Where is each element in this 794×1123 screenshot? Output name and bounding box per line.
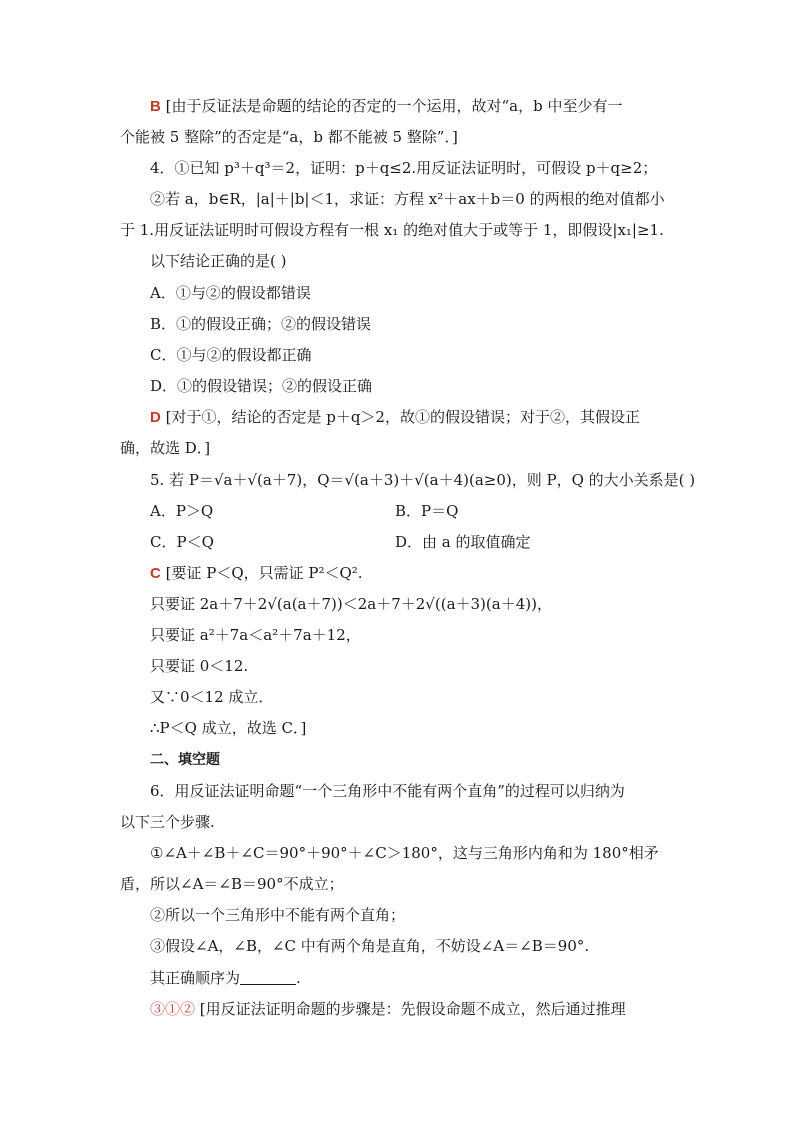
line-text: 又∵0＜12 成立． [150,688,274,706]
line-text: 只要证 2a＋7＋2√(a(a＋7))＜2a＋7＋2√((a＋3)(a＋4))， [150,595,552,613]
text-line [150,593,710,615]
line-text: 6．用反证法证明命题“一个三角形中不能有两个直角”的过程可以归纳为 [150,782,625,800]
section-heading [150,749,710,771]
text-line [150,157,710,179]
line-text: 于 1.用反证法证明时可假设方程有一根 x₁ 的绝对值大于或等于 1，即假设|x₁|≥1. [120,221,664,239]
q5-option-b: B．P＝Q [395,502,459,520]
answer-key: D [150,409,161,426]
q5-option-d: D．由 a 的取值确定 [395,533,531,551]
text-line [120,126,680,148]
line-text: [用反证法证明命题的步骤是：先假设命题不成立，然后通过推理 [195,1000,626,1018]
line-text: 以下结论正确的是( ) [150,252,287,270]
line-text: ③假设∠A，∠B，∠C 中有两个角是直角，不妨设∠A＝∠B＝90°. [150,937,590,955]
text-line [150,406,710,429]
text-line [150,655,710,677]
answer-key: ③①② [150,1000,196,1018]
text-line [150,250,710,272]
answer-key: B [150,98,161,115]
line-text: 4．①已知 p³＋q³＝2，证明：p＋q≤2.用反证法证明时，可假设 p＋q≥2； [150,159,658,177]
answer-key: C [150,565,161,582]
q5-option-c: C．P＜Q [150,533,214,551]
text-line [150,686,710,708]
q6-fill-suffix: . [296,969,301,987]
line-text: 盾，所以∠A＝∠B＝90°不成立； [120,875,344,893]
text-line [120,873,680,895]
text-line [150,998,710,1020]
line-text: A．①与②的假设都错误 [150,284,311,302]
text-line [120,811,680,833]
line-text: 二、填空题 [150,752,220,768]
line-text: B．①的假设正确；②的假设错误 [150,315,372,333]
q6-fill-line [150,967,710,989]
text-line [150,282,710,304]
q5-option-a: A．P＞Q [150,502,214,520]
q6-answer-blank [240,970,296,985]
text-line [150,780,710,802]
line-text: ②若 a，b∈R，|a|＋|b|＜1，求证：方程 x²＋ax＋b＝0 的两根的绝对值都小 [150,190,665,208]
line-text: 5. 若 P＝√a＋√(a＋7)，Q＝√(a＋3)＋√(a＋4)(a≥0)，则 P，Q 的大小关系是( ) [150,471,696,489]
text-line [150,935,710,957]
text-line [150,904,710,926]
line-text: 个能被 5 整除”的否定是“a，b 都不能被 5 整除”．] [120,128,458,146]
text-line [150,624,710,646]
text-line [150,188,710,210]
line-text: D．①的假设错误；②的假设正确 [150,377,373,395]
line-text: [由于反证法是命题的结论的否定的一个运用，故对“a，b 中至少有一 [160,97,623,115]
text-line [150,469,710,491]
line-text: 只要证 a²＋7a＜a²＋7a＋12， [150,626,361,644]
line-text: ∴P＜Q 成立，故选 C．] [150,719,307,737]
text-line [150,562,710,585]
text-line [150,95,710,118]
line-text: ①∠A＋∠B＋∠C＝90°＋90°＋∠C＞180°，这与三角形内角和为 180°相矛 [150,844,659,862]
text-line [150,344,710,366]
line-text: 确，故选 D．] [120,439,211,457]
line-text: 以下三个步骤. [120,813,215,831]
line-text: ②所以一个三角形中不能有两个直角； [150,906,406,924]
text-line [150,313,710,335]
line-text: [要证 P＜Q，只需证 P²＜Q². [160,564,363,582]
line-text: C．①与②的假设都正确 [150,346,312,364]
text-line [150,717,710,739]
text-line [120,219,680,241]
text-line [150,842,710,864]
q6-fill-prefix: 其正确顺序为 [150,969,241,987]
line-text: [对于①，结论的否定是 p＋q＞2，故①的假设错误；对于②，其假设正 [160,408,640,426]
text-line [150,375,710,397]
text-line [120,437,680,459]
line-text: 只要证 0＜12. [150,657,249,675]
